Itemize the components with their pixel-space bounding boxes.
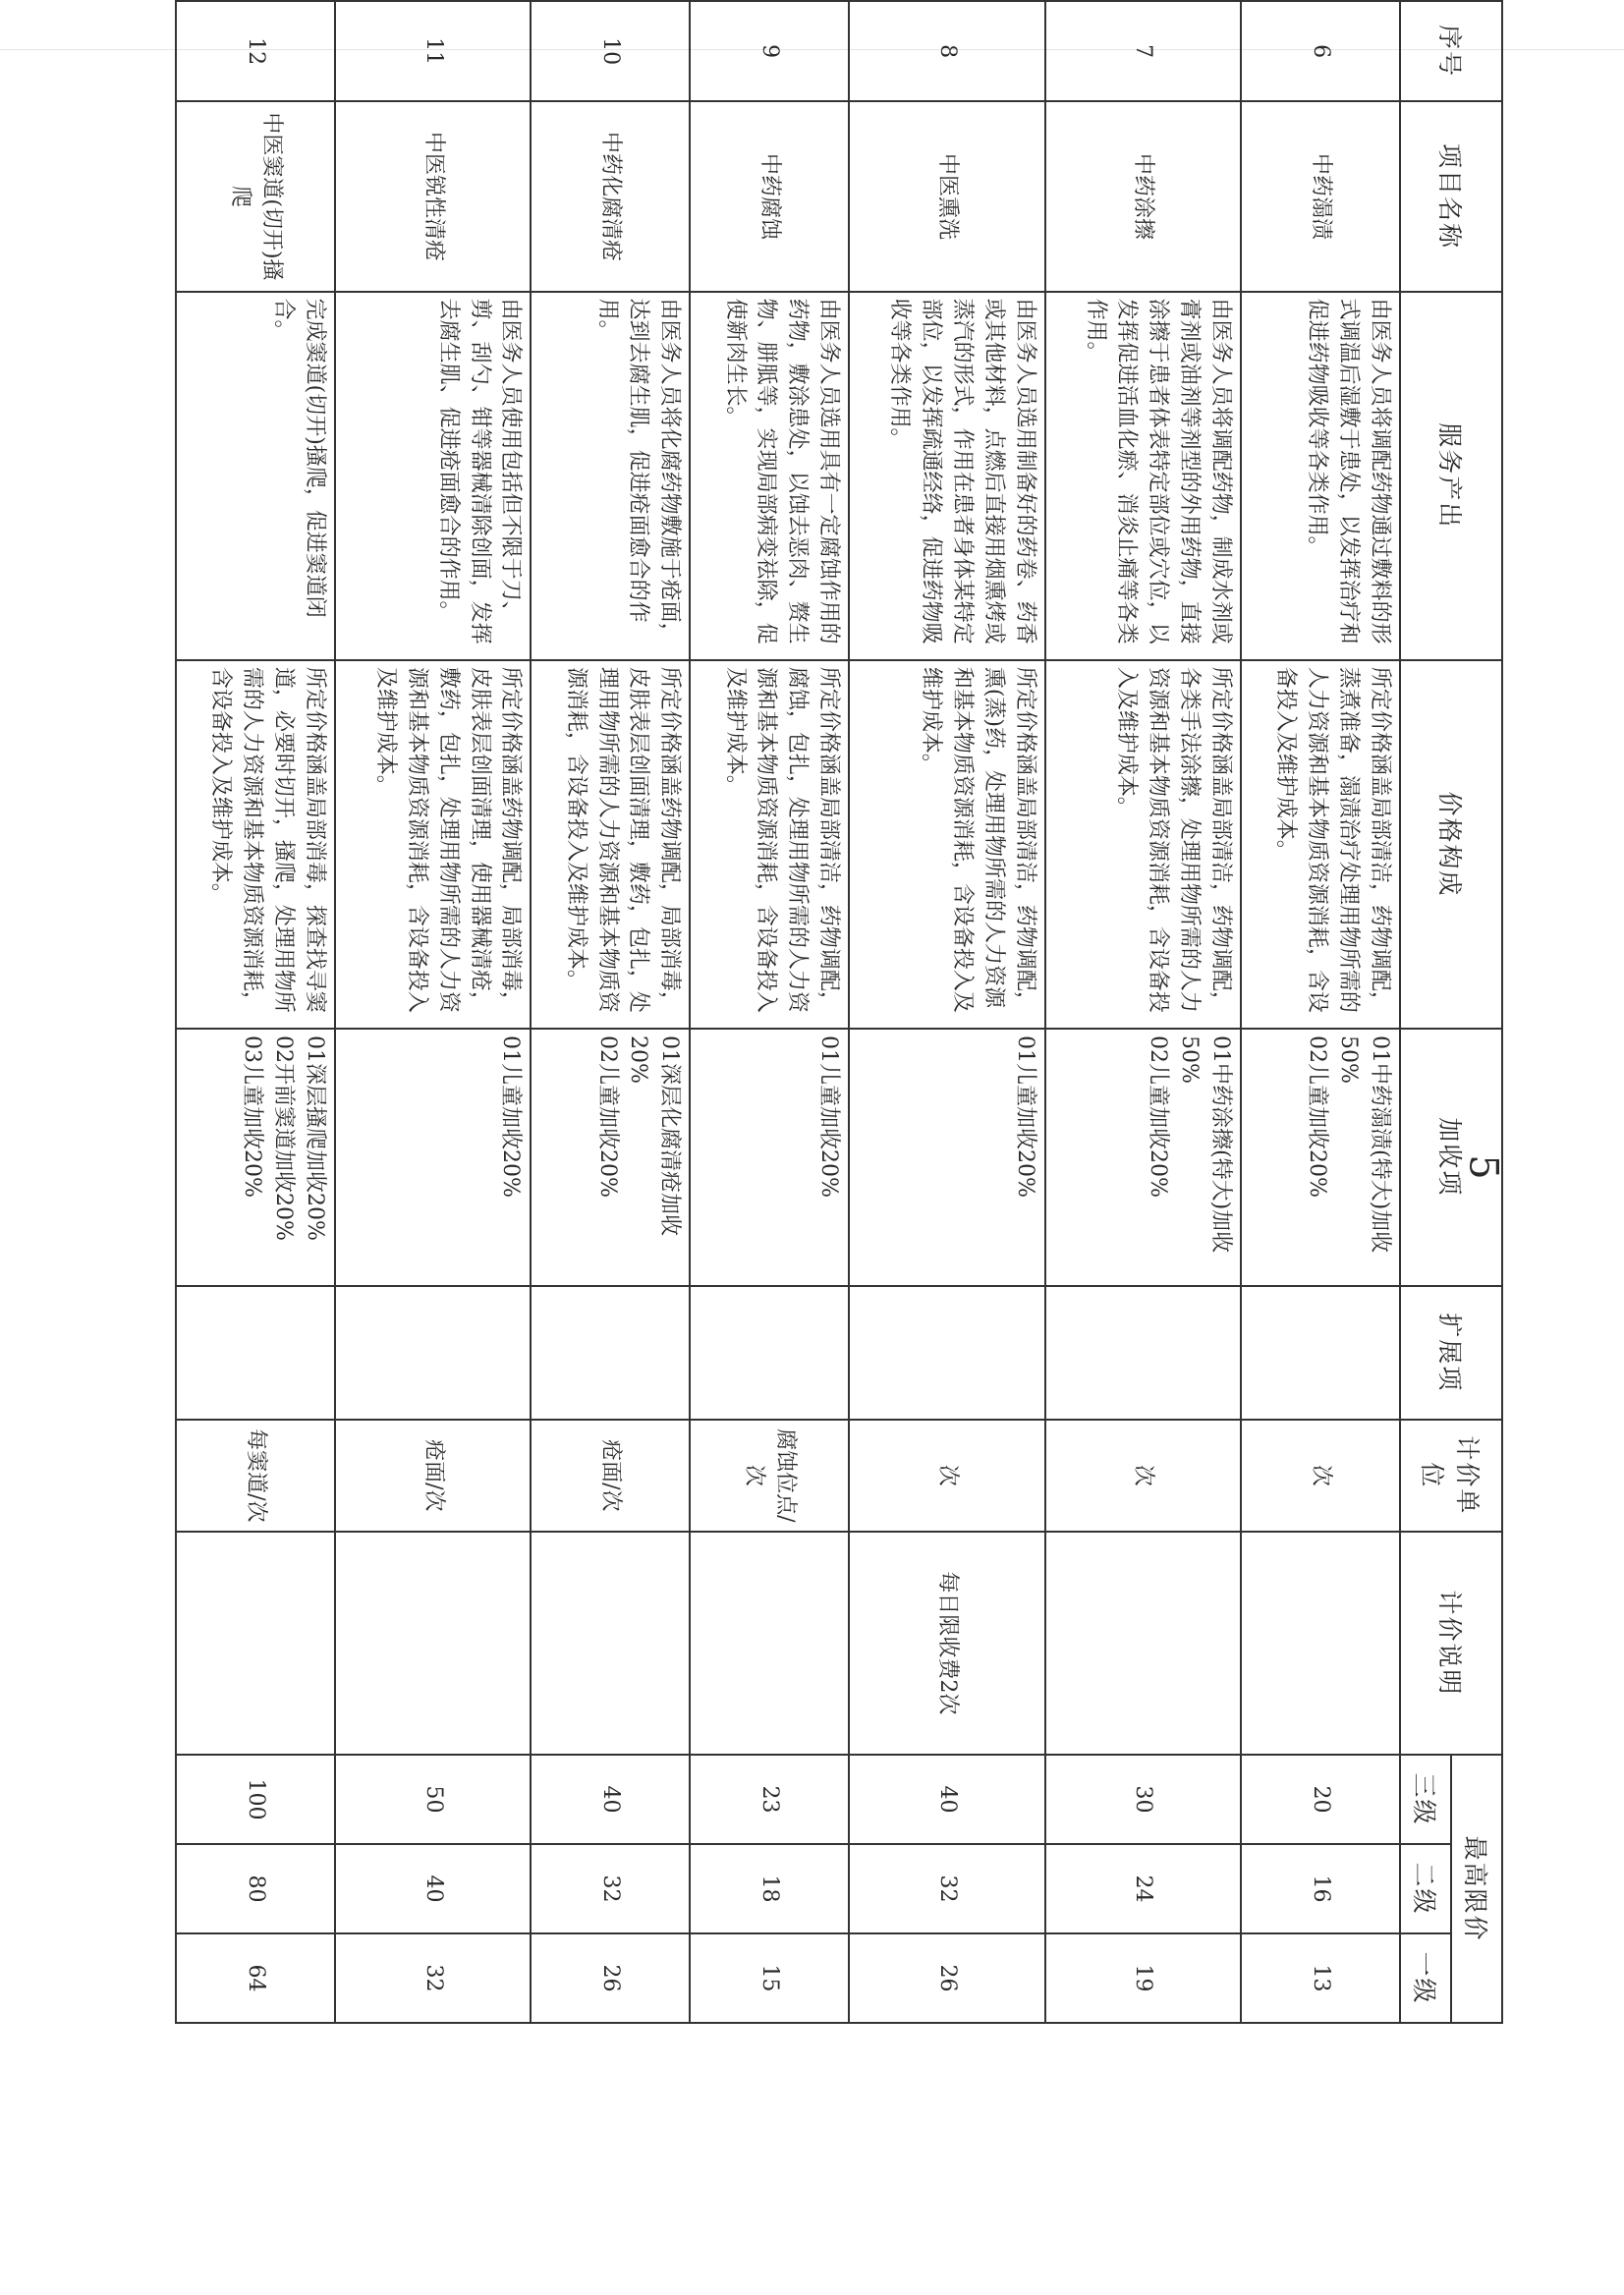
price-level2-cell: 32 [531,1844,690,1933]
surcharge-cell: 01中药溻渍(特大)加收50% 02儿童加收20% [1241,1029,1400,1286]
surcharge-cell: 01深层搔爬加收20% 02开前窦道加收20% 03儿童加收20% [176,1029,335,1286]
price-level3-cell: 40 [531,1755,690,1844]
header-unit: 计价单位 [1400,1420,1502,1532]
pricing-unit-cell: 次 [1241,1420,1400,1532]
rotated-price-table-container [175,0,1503,2024]
pricing-note-cell [1241,1532,1400,1755]
price-level1-cell: 26 [531,1933,690,2023]
price-level1-cell: 26 [849,1933,1044,2023]
pricing-note-cell: 每日限收费2次 [849,1532,1044,1755]
extension-cell [531,1286,690,1420]
extension-cell [690,1286,849,1420]
pricing-note-cell [176,1532,335,1755]
table-row [176,1,335,2023]
service-output-cell: 由医务人员将调配药物，制成水剂或膏剂或油剂等剂型的外用药物，直接涂擦于患者体表特定部位或穴位，以发挥促进活血化瘀、消炎止痛等各类作用。 [1045,292,1241,660]
pricing-unit-cell: 次 [849,1420,1044,1532]
seq-cell: 8 [849,1,1044,101]
project-name-cell: 中药涂擦 [1045,101,1241,291]
table-row [335,1,531,2023]
table-row [1241,1,1400,2023]
pricing-unit-cell: 腐蚀位点/次 [690,1420,849,1532]
pricing-note-cell [690,1532,849,1755]
price-level3-cell: 100 [176,1755,335,1844]
price-level1-cell: 19 [1045,1933,1241,2023]
price-composition-cell: 所定价格涵盖局部清洁，药物调配，蒸煮准备，溻渍治疗处理用物所需的人力资源和基本物质资源消耗，含设备投入及维护成本。 [1241,660,1400,1029]
price-level3-cell: 50 [335,1755,531,1844]
service-output-cell: 由医务人员使用包括但不限于刀、剪、刮勺、钳等器械清除创面，发挥去腐生肌、促进疮面愈合的作用。 [335,292,531,660]
service-output-cell: 由医务人员将化腐药物敷施于疮面，达到去腐生肌，促进疮面愈合的作用。 [531,292,690,660]
extension-cell [176,1286,335,1420]
header-seq: 序号 [1400,1,1502,101]
pricing-note-cell [335,1532,531,1755]
price-level3-cell: 30 [1045,1755,1241,1844]
header-level1: 一级 [1400,1933,1451,2023]
table-row [849,1,1044,2023]
price-level1-cell: 13 [1241,1933,1400,2023]
surcharge-cell: 01儿童加收20% [690,1029,849,1286]
service-output-cell: 由医务人员选用具有一定腐蚀作用的药物，敷涂患处，以蚀去恶肉、赘生物、胼胝等，实现局部病变祛除，促使新肉生长。 [690,292,849,660]
header-extension: 扩展项 [1400,1286,1502,1420]
seq-cell: 7 [1045,1,1241,101]
price-level3-cell: 40 [849,1755,1044,1844]
surcharge-cell: 01中药涂擦(特大)加收50% 02儿童加收20% [1045,1029,1241,1286]
price-composition-cell: 所定价格涵盖药物调配，局部消毒，皮肤表层创面清理，敷药，包扎，处理用物所需的人力资源和基本物质资源消耗，含设备投入及维护成本。 [531,660,690,1029]
extension-cell [849,1286,1044,1420]
pricing-note-cell [531,1532,690,1755]
header-level3: 三级 [1400,1755,1451,1844]
project-name-cell: 中药化腐清疮 [531,101,690,291]
header-note: 计价说明 [1400,1532,1502,1755]
pricing-note-cell [1045,1532,1241,1755]
page-number: 5 [1460,1154,1506,1180]
price-level2-cell: 18 [690,1844,849,1933]
project-name-cell: 中药腐蚀 [690,101,849,291]
header-level2: 二级 [1400,1844,1451,1933]
table-row [690,1,849,2023]
pricing-unit-cell: 次 [1045,1420,1241,1532]
seq-cell: 10 [531,1,690,101]
seq-cell: 9 [690,1,849,101]
seq-cell: 12 [176,1,335,101]
pricing-unit-cell: 每窦道/次 [176,1420,335,1532]
price-table [175,0,1503,2024]
service-output-cell: 由医务人员将调配药物通过敷料的形式调温后湿敷于患处，以发挥治疗和促进药物吸收等各类作用。 [1241,292,1400,660]
pricing-unit-cell: 疮面/次 [531,1420,690,1532]
header-name: 项目名称 [1400,101,1502,291]
header-max-price: 最高限价 [1451,1755,1502,2023]
extension-cell [1241,1286,1400,1420]
seq-cell: 6 [1241,1,1400,101]
price-composition-cell: 所定价格涵盖局部清洁，药物调配，腐蚀，包扎，处理用物所需的人力资源和基本物质资源消耗，含设备投入及维护成本。 [690,660,849,1029]
price-composition-cell: 所定价格涵盖局部消毒，探查找寻窦道，必要时切开，搔爬，处理用物所需的人力资源和基本物质资源消耗，含设备投入及维护成本。 [176,660,335,1029]
service-output-cell: 完成窦道(切开)搔爬，促进窦道闭合。 [176,292,335,660]
surcharge-cell: 01儿童加收20% [335,1029,531,1286]
table-row [531,1,690,2023]
project-name-cell: 中医熏洗 [849,101,1044,291]
seq-cell: 11 [335,1,531,101]
project-name-cell: 中医窦道(切开)搔爬 [176,101,335,291]
price-composition-cell: 所定价格涵盖局部清洁，药物调配，熏(蒸)药，处理用物所需的人力资源和基本物质资源消耗，含设备投入及维护成本。 [849,660,1044,1029]
price-level3-cell: 20 [1241,1755,1400,1844]
price-level2-cell: 32 [849,1844,1044,1933]
header-cost: 价格构成 [1400,660,1502,1029]
price-level2-cell: 80 [176,1844,335,1933]
project-name-cell: 中医锐性清疮 [335,101,531,291]
price-level3-cell: 23 [690,1755,849,1844]
service-output-cell: 由医务人员选用制备好的药卷、药香或其他材料，点燃后直接用烟熏烤或蒸汽的形式，作用在患者身体某特定部位，以发挥疏通经络，促进药物吸收等各类作用。 [849,292,1044,660]
extension-cell [335,1286,531,1420]
price-composition-cell: 所定价格涵盖药物调配，局部消毒，皮肤表层创面清理，使用器械清疮，敷药，包扎，处理用物所需的人力资源和基本物质资源消耗，含设备投入及维护成本。 [335,660,531,1029]
extension-cell [1045,1286,1241,1420]
surcharge-cell: 01深层化腐清疮加收20% 02儿童加收20% [531,1029,690,1286]
price-level1-cell: 64 [176,1933,335,2023]
project-name-cell: 中药溻渍 [1241,101,1400,291]
price-level2-cell: 40 [335,1844,531,1933]
pricing-unit-cell: 疮面/次 [335,1420,531,1532]
header-service: 服务产出 [1400,292,1502,660]
price-composition-cell: 所定价格涵盖局部清洁，药物调配，各类手法涂擦，处理用物所需的人力资源和基本物质资源消耗，含设备投入及维护成本。 [1045,660,1241,1029]
header-surcharge: 加收项 [1400,1029,1502,1286]
price-level1-cell: 32 [335,1933,531,2023]
price-level1-cell: 15 [690,1933,849,2023]
price-level2-cell: 24 [1045,1844,1241,1933]
price-level2-cell: 16 [1241,1844,1400,1933]
table-row [1045,1,1241,2023]
table-body [176,1,1400,2023]
surcharge-cell: 01儿童加收20% [849,1029,1044,1286]
